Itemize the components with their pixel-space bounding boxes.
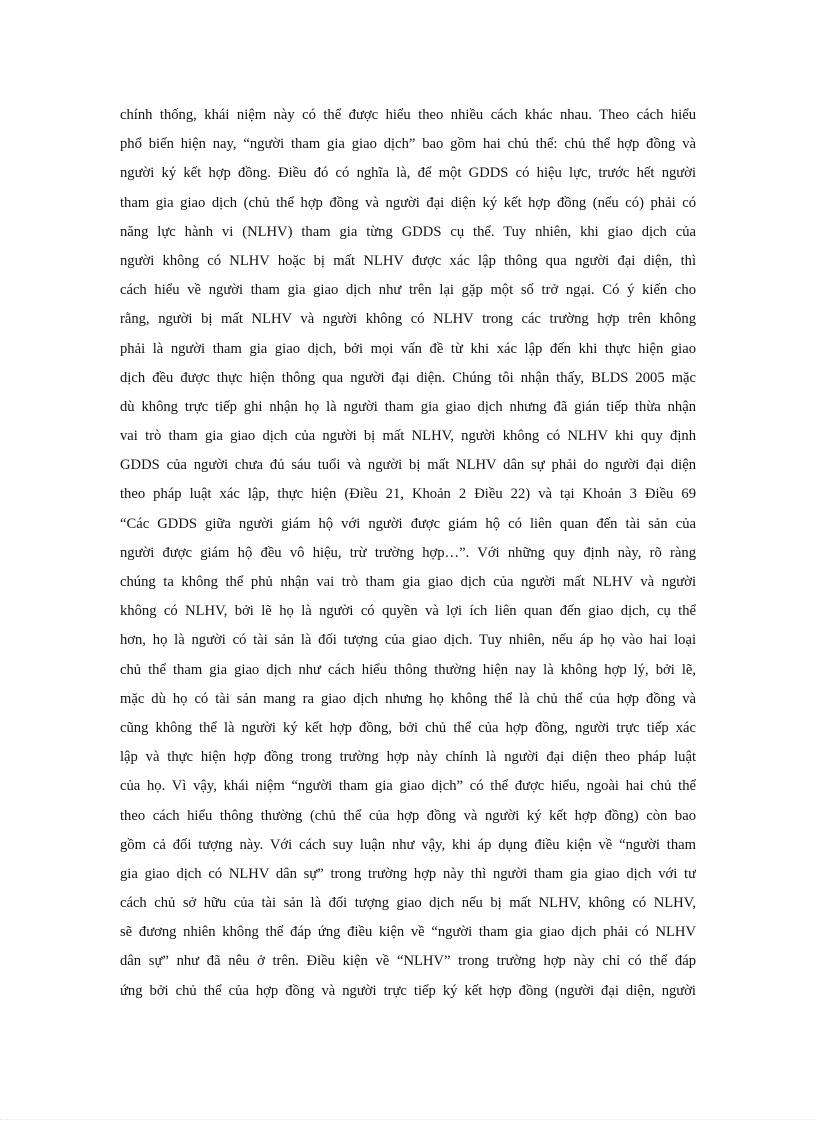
text-line: phải là người tham gia giao dịch, bởi mọi vấn đề từ khi xác lập đến khi thực hiện giao	[120, 340, 696, 357]
text-line: người được giám hộ đều vô hiệu, trừ trường hợp…”. Với những quy định này, rõ ràng	[120, 544, 696, 561]
text-line: không có NLHV, bởi lẽ họ là người có quyền và lợi ích liên quan đến giao dịch, cụ thể	[120, 603, 696, 620]
text-line: người ký kết hợp đồng. Điều đó có nghĩa là, để một GDDS có hiệu lực, trước hết người	[120, 165, 696, 182]
text-line: ứng bởi chủ thể của hợp đồng và người trực tiếp ký kết hợp đồng (người đại diện, người	[120, 982, 696, 999]
page-bottom-divider	[0, 1119, 816, 1120]
text-line: cách chủ sở hữu của tài sản là đối tượng giao dịch nếu bị mất NLHV, không có NLHV,	[120, 895, 696, 912]
text-line: năng lực hành vi (NLHV) tham gia từng GDDS cụ thể. Tuy nhiên, khi giao dịch của	[120, 223, 696, 240]
text-line: GDDS của người chưa đủ sáu tuổi và người bị mất NLHV dân sự phải do người đại diện	[120, 457, 696, 474]
text-line: tham gia giao dịch (chủ thể hợp đồng và người đại diện ký kết hợp đồng (nếu có) phải có	[120, 194, 696, 211]
text-line: theo pháp luật xác lập, thực hiện (Điều 21, Khoản 2 Điều 22) và tại Khoản 3 Điều 69	[120, 486, 696, 503]
text-line: theo cách hiểu thông thường (chủ thể của hợp đồng và người ký kết hợp đồng) còn bao	[120, 807, 696, 824]
text-line: chính thống, khái niệm này có thể được hiểu theo nhiều cách khác nhau. Theo cách hiểu	[120, 107, 696, 123]
text-line: gia giao dịch có NLHV dân sự” trong trường hợp này thì người tham gia giao dịch với tư	[120, 865, 696, 882]
text-line: “Các GDDS giữa người giám hộ với người được giám hộ có liên quan đến tài sản của	[120, 515, 696, 532]
text-line: cũng không thể là người ký kết hợp đồng, bởi chủ thể của hợp đồng, người trực tiếp xác	[120, 719, 696, 736]
text-line: mặc dù họ có tài sản mang ra giao dịch nhưng họ không thể là chủ thể của hợp đồng và	[120, 690, 696, 707]
text-line: chúng ta không thể phủ nhận vai trò tham gia giao dịch của người mất NLHV và người	[120, 574, 696, 590]
text-line: lập và thực hiện hợp đồng trong trường hợp này chính là người đại diện theo pháp luật	[120, 749, 696, 766]
text-line: phổ biến hiện nay, “người tham gia giao dịch” bao gồm hai chủ thể: chủ thể hợp đồng và	[120, 136, 696, 153]
text-line: dịch đều được thực hiện thông qua người đại diện. Chúng tôi nhận thấy, BLDS 2005 mặc	[120, 369, 696, 386]
text-line: dân sự” như đã nêu ở trên. Điều kiện về “NLHV” trong trường hợp này chỉ có thể đáp	[120, 953, 696, 970]
body-text	[120, 101, 696, 1006]
text-line: gồm cả đối tượng này. Với cách suy luận như vậy, khi áp dụng điều kiện về “người tham	[120, 836, 696, 853]
text-line: rằng, người bị mất NLHV và người không có NLHV trong các trường hợp trên không	[120, 311, 696, 328]
text-line: người không có NLHV hoặc bị mất NLHV được xác lập thông qua người đại diện, thì	[120, 252, 696, 269]
text-line: của họ. Vì vậy, khái niệm “người tham gia giao dịch” có thể được hiểu, ngoài hai chủ thể	[120, 778, 696, 795]
text-line: hơn, họ là người có tài sản là đối tượng của giao dịch. Tuy nhiên, nếu áp họ vào hai loại	[120, 632, 696, 649]
text-line: sẽ đương nhiên không thể đáp ứng điều kiện về “người tham gia giao dịch phải có NLHV	[120, 924, 696, 941]
text-line: dù không trực tiếp ghi nhận họ là người tham gia giao dịch nhưng đã gián tiếp thừa nhận	[120, 398, 696, 415]
text-line: cách hiểu về người tham gia giao dịch như trên lại gặp một số trở ngại. Có ý kiến cho	[120, 282, 696, 299]
text-line: chủ thể tham gia giao dịch như cách hiểu thông thường hiện nay là không hợp lý, bởi lẽ,	[120, 661, 696, 678]
text-line: vai trò tham gia giao dịch của người bị mất NLHV, người không có NLHV khi quy định	[120, 428, 696, 445]
